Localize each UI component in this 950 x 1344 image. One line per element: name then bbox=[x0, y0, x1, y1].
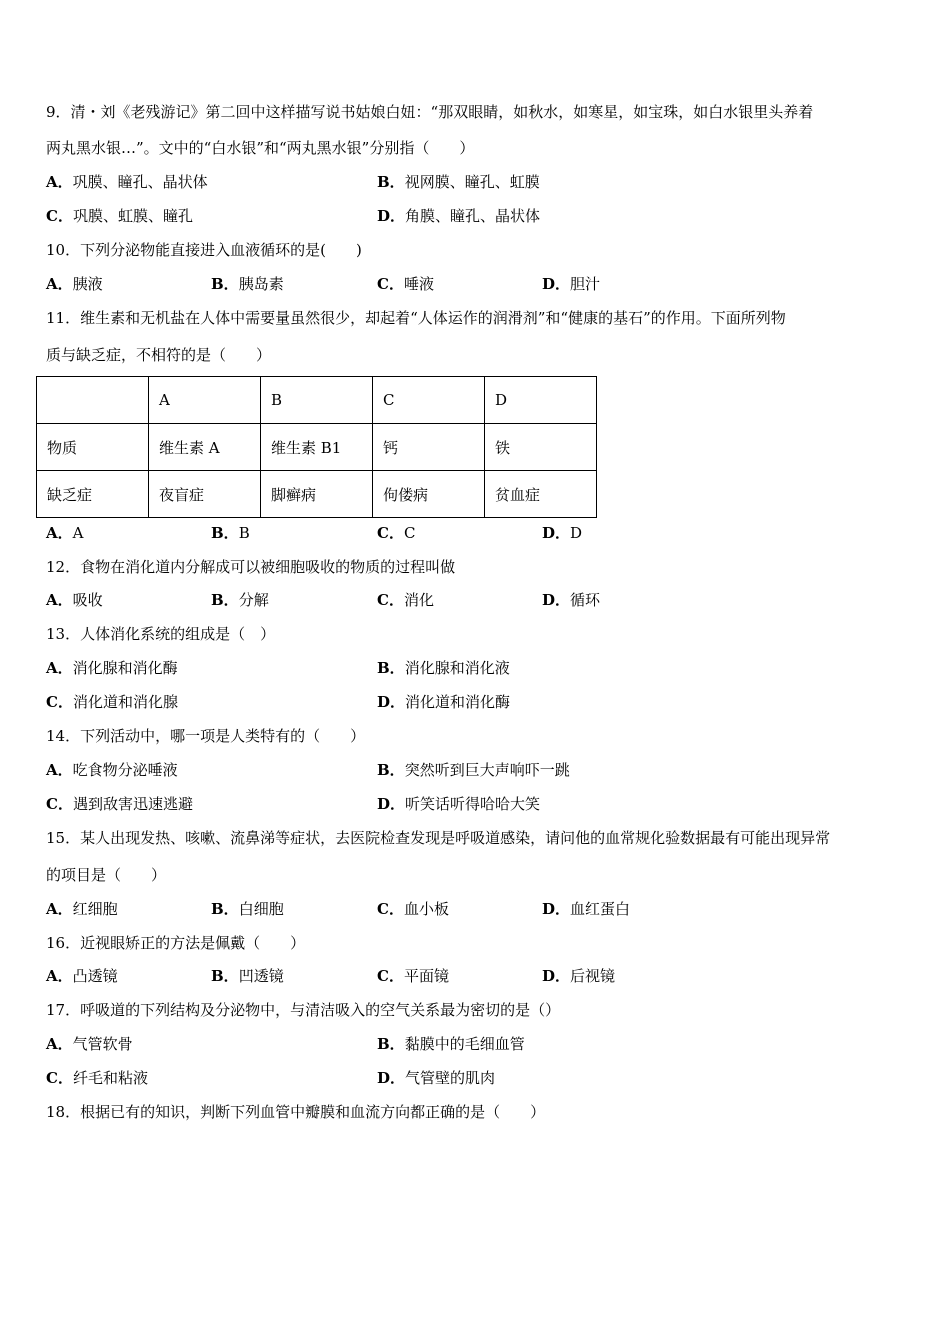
q16-option-a: A．凸透镜 bbox=[46, 967, 118, 985]
question-18-stem: 18．根据已有的知识，判断下列血管中瓣膜和血流方向都正确的是（ ） bbox=[46, 1103, 546, 1121]
q13-option-c: C．消化道和消化腺 bbox=[46, 693, 178, 711]
table-row bbox=[37, 424, 597, 471]
question-12-stem: 12．食物在消化道内分解成可以被细胞吸收的物质的过程叫做 bbox=[46, 558, 456, 576]
table-cell: 维生素 A bbox=[149, 424, 261, 471]
q12-option-d: D．循环 bbox=[542, 591, 601, 609]
q14-option-d: D．听笑话听得哈哈大笑 bbox=[377, 795, 541, 813]
table-cell: 铁 bbox=[485, 424, 597, 471]
table-cell: D bbox=[485, 377, 597, 424]
table-row bbox=[37, 471, 597, 518]
q14-option-c: C．遇到敌害迅速逃避 bbox=[46, 795, 193, 813]
q17-option-d: D．气管壁的肌肉 bbox=[377, 1069, 496, 1087]
table-row bbox=[37, 377, 597, 424]
q13-option-d: D．消化道和消化酶 bbox=[377, 693, 511, 711]
q11-option-d: D．D bbox=[542, 524, 583, 542]
question-13-stem: 13．人体消化系统的组成是（ ） bbox=[46, 625, 276, 643]
q17-option-c: C．纤毛和粘液 bbox=[46, 1069, 148, 1087]
q15-option-a: A．红细胞 bbox=[46, 900, 118, 918]
q11-option-b: B．B bbox=[211, 524, 250, 542]
q9-option-c: C．巩膜、虹膜、瞳孔 bbox=[46, 207, 193, 225]
question-9-stem-line1: 9．清・刘《老残游记》第二回中这样描写说书姑娘白妞：“那双眼睛，如秋水，如寒星，如宝珠，如白水银里头养着 bbox=[46, 103, 814, 121]
table-cell: 钙 bbox=[373, 424, 485, 471]
q13-option-a: A．消化腺和消化酶 bbox=[46, 659, 178, 677]
q17-option-b: B．黏膜中的毛细血管 bbox=[377, 1035, 525, 1053]
table-cell: 维生素 B1 bbox=[261, 424, 373, 471]
q15-option-b: B．白细胞 bbox=[211, 900, 284, 918]
q12-option-b: B．分解 bbox=[211, 591, 269, 609]
q12-option-c: C．消化 bbox=[377, 591, 434, 609]
table-cell: 物质 bbox=[37, 424, 149, 471]
q11-option-c: C．C bbox=[377, 524, 416, 542]
q10-option-c: C．唾液 bbox=[377, 275, 434, 293]
q14-option-a: A．吃食物分泌唾液 bbox=[46, 761, 178, 779]
question-11-stem-line1: 11．维生素和无机盐在人体中需要量虽然很少，却起着“人体运作的润滑剂”和“健康的基石”的作用。下面所列物 bbox=[46, 309, 786, 327]
q16-option-b: B．凹透镜 bbox=[211, 967, 284, 985]
q9-option-d: D．角膜、瞳孔、晶状体 bbox=[377, 207, 541, 225]
q14-option-b: B．突然听到巨大声响吓一跳 bbox=[377, 761, 570, 779]
table-cell: C bbox=[373, 377, 485, 424]
q16-option-c: C．平面镜 bbox=[377, 967, 449, 985]
vitamin-mineral-table bbox=[36, 376, 597, 518]
q9-option-b: B．视网膜、瞳孔、虹膜 bbox=[377, 173, 540, 191]
question-10-stem: 10．下列分泌物能直接进入血液循环的是( ) bbox=[46, 241, 362, 259]
q13-option-b: B．消化腺和消化液 bbox=[377, 659, 510, 677]
table-cell: 佝偻病 bbox=[373, 471, 485, 518]
q15-option-d: D．血红蛋白 bbox=[542, 900, 631, 918]
q10-option-b: B．胰岛素 bbox=[211, 275, 284, 293]
table-cell: 脚癣病 bbox=[261, 471, 373, 518]
question-16-stem: 16．近视眼矫正的方法是佩戴（ ） bbox=[46, 934, 306, 952]
table-cell: A bbox=[149, 377, 261, 424]
question-9-stem-line2: 两丸黑水银…”。文中的“白水银”和“两丸黑水银”分别指（ ） bbox=[46, 139, 475, 157]
question-14-stem: 14．下列活动中，哪一项是人类特有的（ ） bbox=[46, 727, 366, 745]
table-cell: 夜盲症 bbox=[149, 471, 261, 518]
q12-option-a: A．吸收 bbox=[46, 591, 103, 609]
q15-option-c: C．血小板 bbox=[377, 900, 449, 918]
table-cell: 贫血症 bbox=[485, 471, 597, 518]
question-11-stem-line2: 质与缺乏症，不相符的是（ ） bbox=[46, 346, 272, 364]
question-17-stem: 17．呼吸道的下列结构及分泌物中，与清洁吸入的空气关系最为密切的是（） bbox=[46, 1001, 561, 1019]
q17-option-a: A．气管软骨 bbox=[46, 1035, 133, 1053]
table-cell bbox=[37, 377, 149, 424]
q11-option-a: A．A bbox=[46, 524, 84, 542]
table-cell: B bbox=[261, 377, 373, 424]
q9-option-a: A．巩膜、瞳孔、晶状体 bbox=[46, 173, 208, 191]
table-cell: 缺乏症 bbox=[37, 471, 149, 518]
q10-option-d: D．胆汁 bbox=[542, 275, 601, 293]
q16-option-d: D．后视镜 bbox=[542, 967, 616, 985]
q10-option-a: A．胰液 bbox=[46, 275, 103, 293]
question-15-stem-line1: 15．某人出现发热、咳嗽、流鼻涕等症状，去医院检查发现是呼吸道感染，请问他的血常规化验数据最有可能出现异常 bbox=[46, 829, 831, 847]
question-15-stem-line2: 的项目是（ ） bbox=[46, 866, 167, 884]
